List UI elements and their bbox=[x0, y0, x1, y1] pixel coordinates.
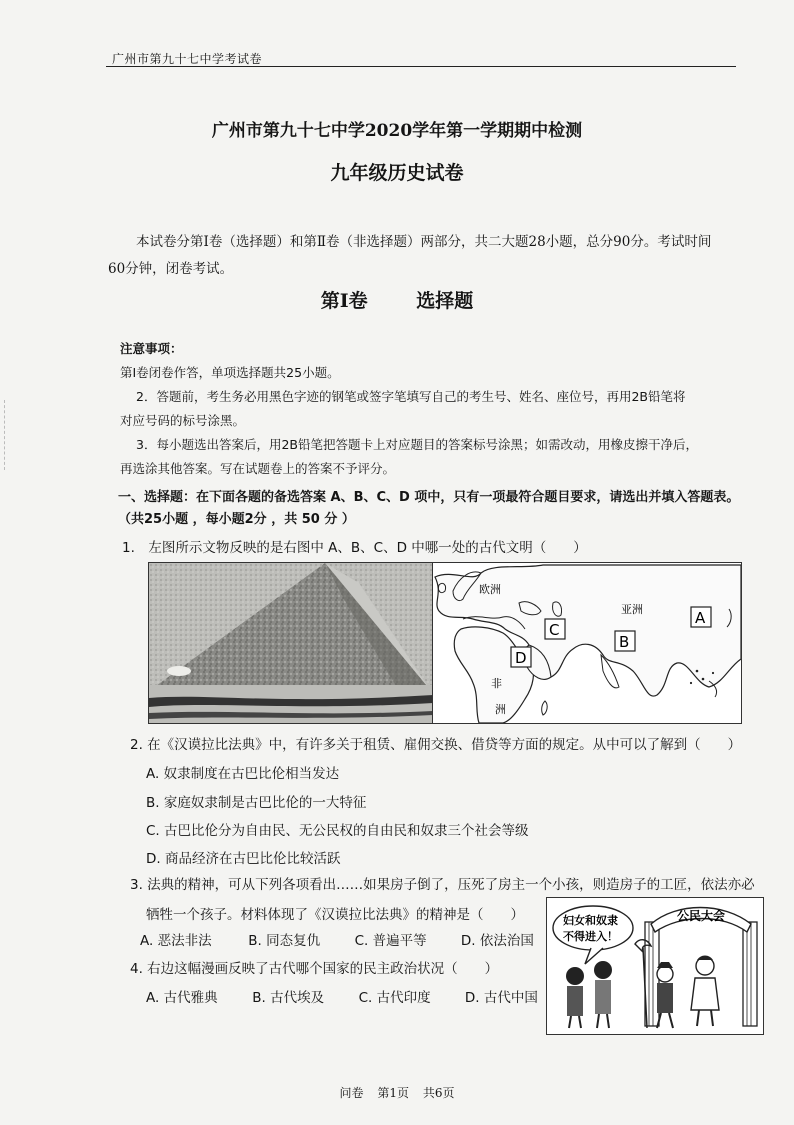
note-3b: 再选涂其他答案。写在试题卷上的答案不予评分。 bbox=[120, 461, 396, 476]
cartoon-bubble-line-1: 妇女和奴隶 bbox=[563, 914, 618, 927]
q3-stem-line-2: 牺牲一个孩子。材料体现了《汉谟拉比法典》的精神是（ ） bbox=[146, 907, 524, 923]
margin-marks bbox=[4, 400, 8, 470]
notes-heading: 注意事项： bbox=[120, 341, 183, 356]
pyramid-illustration bbox=[149, 563, 433, 723]
world-map bbox=[432, 562, 742, 724]
section-title bbox=[0, 286, 794, 313]
cartoon-figure bbox=[546, 897, 764, 1035]
map-box-c-label: C bbox=[549, 621, 560, 639]
q3-options bbox=[140, 929, 534, 949]
q3-option-c: C. 普遍平等 bbox=[354, 933, 427, 949]
q2-option-c: C. 古巴比伦分为自由民、无公民权的自由民和奴隶三个社会等级 bbox=[146, 823, 529, 839]
header-divider bbox=[106, 66, 736, 67]
note-3a: 3．每小题选出答案后，用2B铅笔把答题卡上对应题目的答案标号涂黑；如需改动，用橡皮擦干净后， bbox=[136, 437, 698, 452]
footer-label: 问卷 bbox=[339, 1086, 364, 1100]
intro-line-1: 本试卷分第Ⅰ卷（选择题）和第Ⅱ卷（非选择题）两部分，共二大题28小题，总分90分。考试时间 bbox=[136, 234, 712, 250]
part1-subheading: （共25小题 ，每小题2分 ，共 50 分 ） bbox=[118, 512, 355, 527]
section-part: 第Ⅰ卷 bbox=[320, 290, 368, 312]
map-illustration bbox=[433, 563, 741, 723]
cartoon-illustration bbox=[547, 898, 763, 1034]
map-label-africa-2: 洲 bbox=[495, 703, 506, 716]
intro-paragraph bbox=[108, 229, 748, 283]
q1-stem: 1. 左图所示文物反映的是右图中 A、B、C、D 中哪一处的古代文明（ ） bbox=[122, 540, 587, 556]
q3-option-d: D. 依法治国 bbox=[460, 933, 534, 949]
note-2b: 对应号码的标号涂黑。 bbox=[120, 413, 246, 428]
map-box-b-label: B bbox=[619, 633, 630, 651]
map-label-asia: 亚洲 bbox=[621, 603, 643, 616]
note-1: 第Ⅰ卷闭卷作答，单项选择题共25小题。 bbox=[120, 365, 340, 380]
intro-line-2: 60分钟，闭卷考试。 bbox=[108, 261, 234, 277]
cartoon-sign: 公民大会 bbox=[677, 909, 726, 923]
exam-subtitle: 九年级历史试卷 bbox=[330, 162, 464, 184]
footer-page: 第1页 bbox=[377, 1086, 409, 1100]
q4-options bbox=[146, 986, 538, 1006]
q2-option-b: B. 家庭奴隶制是古巴比伦的一大特征 bbox=[146, 795, 367, 811]
q4-option-a: A. 古代雅典 bbox=[146, 990, 218, 1006]
page-footer bbox=[0, 1084, 794, 1101]
q3-option-a: A. 恶法非法 bbox=[140, 933, 212, 949]
q3-stem-line-1: 3. 法典的精神，可从下列各项看出……如果房子倒了，压死了房主一个小孩，则造房子的工匠，依法亦必 bbox=[130, 877, 755, 893]
q2-stem: 2. 在《汉谟拉比法典》中，有许多关于租赁、雇佣交换、借贷等方面的规定。从中可以了解到（ ） bbox=[130, 737, 742, 753]
q2-option-d: D. 商品经济在古巴比伦比较活跃 bbox=[146, 851, 341, 867]
q2-option-a: A. 奴隶制度在古巴比伦相当发达 bbox=[146, 766, 340, 782]
q4-option-b: B. 古代埃及 bbox=[252, 990, 325, 1006]
notes-block bbox=[120, 337, 745, 481]
map-box-a-label: A bbox=[695, 609, 706, 627]
pyramid-photo bbox=[148, 562, 434, 724]
q4-stem: 4. 右边这幅漫画反映了古代哪个国家的民主政治状况（ ） bbox=[130, 961, 499, 977]
page-header: 广州市第九十七中学考试卷 bbox=[112, 52, 263, 66]
map-box-d-label: D bbox=[515, 649, 527, 667]
cartoon-bubble-line-2: 不得进入！ bbox=[563, 930, 618, 943]
exam-title: 广州市第九十七中学2020学年第一学期期中检测 bbox=[211, 121, 583, 141]
q3-option-b: B. 同态复仇 bbox=[248, 933, 321, 949]
footer-total: 共6页 bbox=[422, 1086, 455, 1100]
note-2a: 2．答题前，考生务必用黑色字迹的钢笔或签字笔填写自己的考生号、姓名、座位号，再用2B铅笔将 bbox=[136, 389, 686, 404]
map-label-africa-1: 非 bbox=[491, 677, 502, 690]
q4-option-c: C. 古代印度 bbox=[358, 990, 431, 1006]
map-label-europe: 欧洲 bbox=[479, 583, 501, 596]
section-name: 选择题 bbox=[416, 290, 474, 312]
part1-heading: 一、选择题：在下面各题的备选答案 A、B、C、D 项中，只有一项最符合题目要求，请选出并填入答题表。 bbox=[118, 490, 740, 505]
q4-option-d: D. 古代中国 bbox=[464, 990, 538, 1006]
